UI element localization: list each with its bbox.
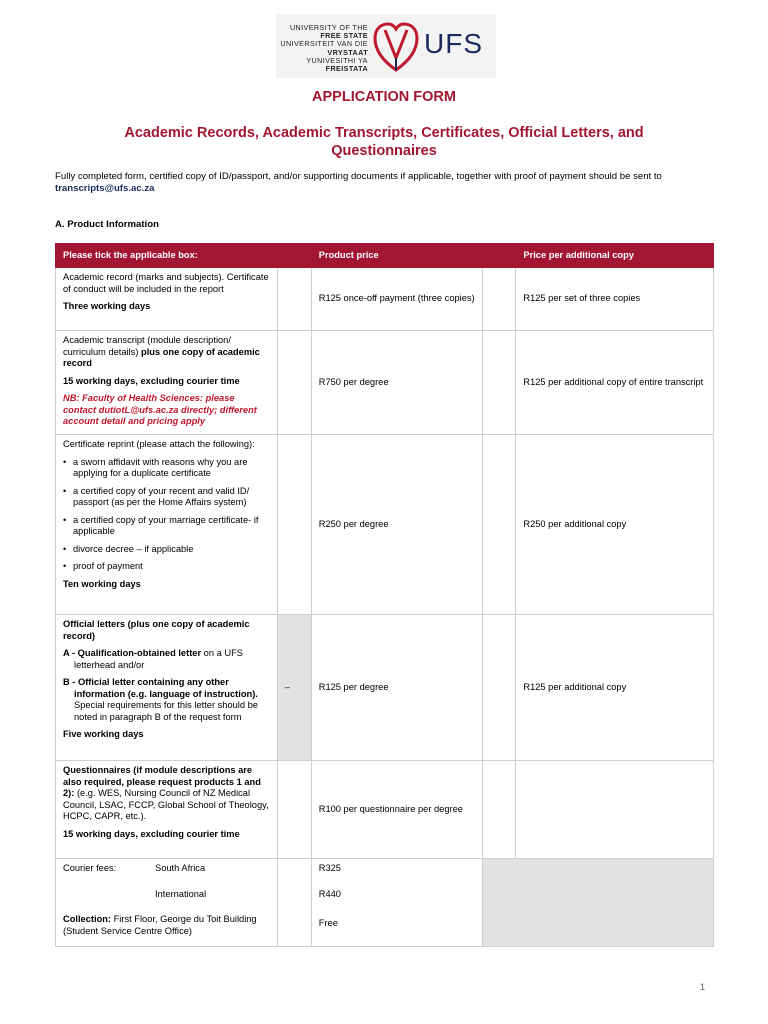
product-description [56, 615, 278, 761]
additional-copy-price: R250 per additional copy [516, 435, 714, 615]
form-subtitle: Academic Records, Academic Transcripts, Certificates, Official Letters, and Questionnaires [124, 125, 644, 159]
courier-label: Courier fees: [63, 863, 117, 873]
product-price: R250 per degree [311, 435, 483, 615]
header-tick-box: Please tick the applicable box: [56, 244, 312, 268]
additional-copy-price: R125 per additional copy of entire transcript [516, 331, 714, 435]
intro-text: Fully completed form, certified copy of ID/passport, and/or supporting documents if applicable, together with proof of payment should be sent to [55, 171, 662, 182]
product-price: R750 per degree [311, 331, 483, 435]
courier-sa-line [63, 863, 270, 875]
section-heading-product-info: A. Product Information [55, 219, 159, 230]
logo-line: YUNIVESITHI YA [306, 55, 368, 65]
list-item: • divorce decree – if applicable [63, 544, 270, 556]
tick-box[interactable] [277, 435, 311, 615]
product-title: Official letters (plus one copy of academic record) [63, 619, 250, 641]
collection-label: Collection: [63, 914, 112, 924]
logo-line: FREISTATA [325, 64, 368, 74]
product-description-text: Certificate reprint (please attach the following): [63, 439, 255, 449]
courier-south-africa: South Africa [155, 863, 206, 873]
additional-copy-price: R125 per additional copy [516, 615, 714, 761]
intro-paragraph [55, 171, 725, 195]
product-price: R125 once-off payment (three copies) [311, 268, 483, 331]
tick-box[interactable] [483, 268, 516, 331]
tick-box[interactable] [277, 331, 311, 435]
list-item: • a certified copy of your marriage certificate- if applicable [63, 515, 270, 538]
turnaround-time: 15 working days, excluding courier time [63, 375, 240, 386]
product-description [56, 331, 278, 435]
price-south-africa: R325 [318, 863, 341, 873]
list-item: • a certified copy of your recent and valid ID/ passport (as per the Home Affairs system) [63, 486, 270, 509]
price-international: R440 [318, 888, 341, 899]
product-description-bold: plus one copy of academic record [63, 346, 260, 368]
courier-international: International [155, 888, 207, 899]
option-a-title: A - Qualification-obtained letter [63, 648, 202, 658]
logo-line: UNIVERSITEIT VAN DIE [280, 39, 368, 49]
health-sciences-note: NB: Faculty of Health Sciences: please contact dutiotL@ufs.ac.za directly; different account detail and pricing apply [63, 393, 257, 426]
tick-box[interactable] [277, 761, 311, 859]
header-additional-copy: Price per additional copy [516, 244, 714, 268]
product-description [56, 268, 278, 331]
form-title: APPLICATION FORM [312, 89, 456, 105]
additional-copy-price: R125 per set of three copies [516, 268, 714, 331]
product-description [56, 435, 278, 615]
product-description-text: Academic record (marks and subjects). Certificate of conduct will be included in the report [63, 272, 269, 294]
table-row-official-letters [56, 615, 714, 761]
table-row-certificate-reprint [56, 435, 714, 615]
tick-box[interactable] [277, 268, 311, 331]
logo-line: UNIVERSITY OF THE [289, 23, 368, 32]
option-a-text: on a UFS letterhead and/or [74, 648, 243, 670]
contact-email-link[interactable]: transcripts@ufs.ac.za [55, 183, 155, 194]
tick-box-disabled [277, 615, 311, 761]
logo-university-names [276, 24, 368, 73]
logo-line: VRYSTAAT [327, 47, 368, 57]
table-row-academic-record [56, 268, 714, 331]
turnaround-time: Three working days [63, 301, 151, 311]
option-a [63, 648, 270, 671]
header-product-price: Product price [311, 244, 516, 268]
logo-line: FREE STATE [320, 31, 368, 41]
courier-description [56, 859, 278, 947]
option-b-title: B - Official letter containing any other information (e.g. language of instruction). [63, 677, 258, 699]
collection-address: First Floor, George du Toit Building (Student Service Centre Office) [63, 914, 257, 936]
turnaround-time: Five working days [63, 729, 144, 739]
greyed-out-cell [483, 859, 714, 947]
list-item: • proof of payment [63, 561, 270, 573]
product-description-text: Academic transcript (module description/ curriculum details) [63, 335, 231, 357]
dash-mark: – [284, 681, 290, 692]
page-number: 1 [700, 982, 706, 992]
tick-box[interactable] [483, 615, 516, 761]
logo-wordmark: UFS [424, 28, 483, 59]
product-information-table [55, 243, 714, 947]
turnaround-time: Ten working days [63, 578, 141, 589]
ufs-logo [276, 14, 496, 78]
option-b [63, 677, 270, 723]
table-row-courier-fees [56, 859, 714, 947]
table-header-row [56, 244, 714, 268]
product-price: R125 per degree [311, 615, 483, 761]
tick-box[interactable] [277, 859, 311, 947]
courier-prices [311, 859, 483, 947]
tick-box[interactable] [483, 761, 516, 859]
additional-copy-price [516, 761, 714, 859]
ufs-crest-icon [372, 20, 420, 74]
table-row-questionnaires [56, 761, 714, 859]
product-description [56, 761, 278, 859]
courier-intl-line [63, 889, 270, 901]
table-row-academic-transcript [56, 331, 714, 435]
turnaround-time: 15 working days, excluding courier time [63, 828, 240, 839]
product-title: Questionnaires (if module descriptions are also required, please request products 1 and 2): [63, 765, 261, 798]
product-description-text: (e.g. WES, Nursing Council of NZ Medical Council, LSAC, FCCP, Global School of Theology, HCPC, CAPR, etc.). [63, 788, 269, 821]
product-price: R100 per questionnaire per degree [311, 761, 483, 859]
tick-box[interactable] [483, 331, 516, 435]
list-item: • a sworn affidavit with reasons why you are applying for a duplicate certificate [63, 457, 270, 480]
tick-box[interactable] [483, 435, 516, 615]
option-b-text: Special requirements for this letter should be noted in paragraph B of the request form [74, 700, 258, 722]
price-collection: Free [318, 918, 338, 928]
